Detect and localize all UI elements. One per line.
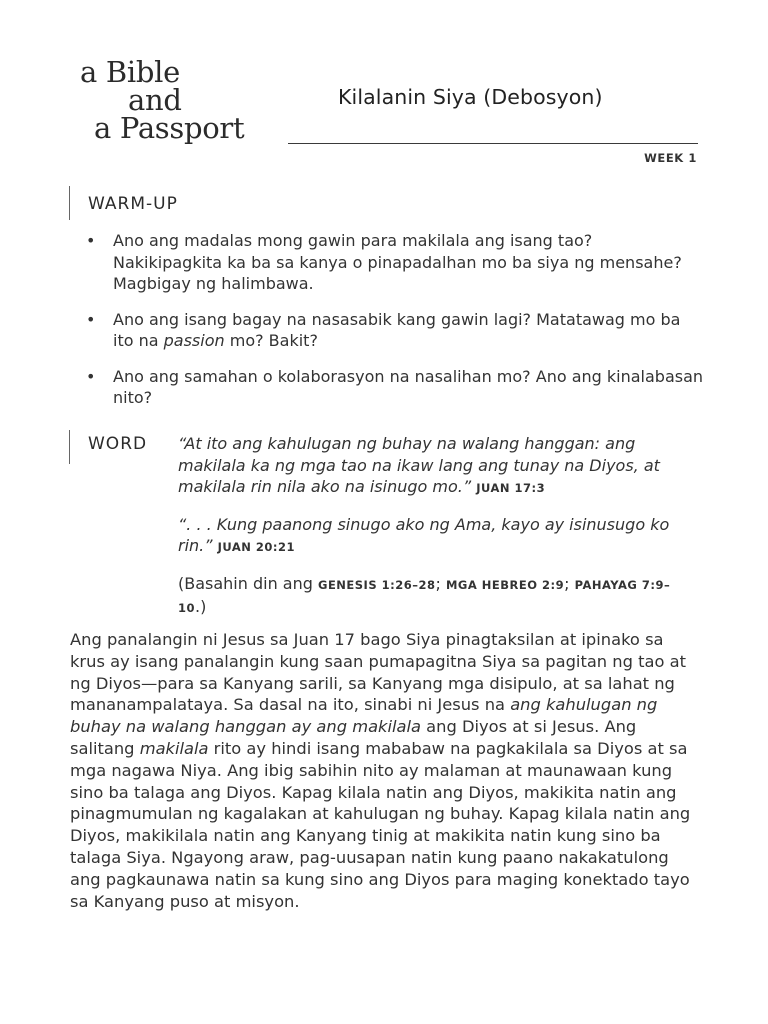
warmup-question xyxy=(84,230,704,295)
scripture-verse xyxy=(178,433,698,500)
bullet-icon: • xyxy=(86,309,96,329)
reading-reference: PAHAYAG 7:9–10 xyxy=(178,577,671,615)
verse-reference: JUAN 20:21 xyxy=(217,540,296,554)
warmup-heading: WARM-UP xyxy=(88,194,178,214)
scripture-block xyxy=(178,433,698,620)
page-title: Kilalanin Siya (Debosyon) xyxy=(338,85,603,109)
paragraph-text: Ang panalangin ni Jesus sa Juan 17 bago Siya pinagtaksilan at ipinako sa krus ay isang panalangin kung saan pumapagitna Siya sa pagitan ng tao at ng Diyos—para sa Kanyang sarili, sa Kanyang mga disipulo, at sa lahat ng mananampalataya. Sa dasal na ito, sinabi ni Jesus na xyxy=(70,630,686,715)
logo-line-3: a Passport xyxy=(94,111,245,145)
logo-line-2: and xyxy=(128,83,182,117)
paragraph-emphasis: ang kahulugan ng buhay na walang hanggan ay ang makilala xyxy=(70,695,658,737)
reading-reference: MGA HEBREO 2:9 xyxy=(445,577,565,592)
reading-suffix: .) xyxy=(195,597,207,616)
title-underline xyxy=(288,143,698,144)
verse-text: “. . . Kung paanong sinugo ako ng Ama, kayo ay isinusugo ko rin.” xyxy=(178,514,670,555)
warmup-question-list xyxy=(84,230,704,423)
week-label: WEEK 1 xyxy=(644,151,697,165)
brand-logo xyxy=(80,55,290,145)
bullet-icon: • xyxy=(86,366,96,386)
warmup-question-text: Ano ang madalas mong gawin para makilala ang isang tao? Nakikipagkita ka ba sa kanya o pinapadalhan mo ba siya ng mensahe? Magbigay ng halimbawa. xyxy=(113,231,682,293)
word-section-bar xyxy=(69,430,70,464)
warmup-question-text-end: mo? Bakit? xyxy=(224,331,318,350)
paragraph-text: ang Diyos at si Jesus. Ang salitang xyxy=(70,717,637,758)
warmup-question xyxy=(84,366,704,409)
reading-reference: GENESIS 1:26–28 xyxy=(318,577,436,592)
reading-separator: ; xyxy=(564,573,575,593)
paragraph-text: rito ay hindi isang mababaw na pagkakilala sa Diyos at sa mga nagawa Niya. Ang ibig sabihin nito ay malaman at maunawaan kung sino ba talaga ang Diyos. Kapag kilala natin ang Diyos, makikita natin ang pinagmumulan ng kagalakan at kahulugan ng buhay. Kapag kilala natin ang Diyos, makikilala natin ang Kanyang tinig at makikita natin kung sino ba talaga Siya. Ngayong araw, pag-uusapan natin kung paano nakakatulong ang pagkaunawa natin sa kung sino ang Diyos para maging konektado tayo sa Kanyang puso at misyon. xyxy=(70,738,691,911)
devotional-paragraph xyxy=(70,629,698,912)
additional-reading xyxy=(178,573,698,620)
bullet-icon: • xyxy=(86,231,96,250)
verse-text: “At ito ang kahulugan ng buhay na walang hanggan: ang makilala ka ng mga tao na ikaw lang ang tunay na Diyos, at makilala rin nila ako na isinugo mo.” xyxy=(178,434,660,496)
paragraph-emphasis: makilala xyxy=(139,738,209,758)
word-heading: WORD xyxy=(88,434,148,454)
logo-line-1: a Bible xyxy=(80,55,180,89)
verse-reference: JUAN 17:3 xyxy=(476,481,546,495)
additional-reading-prefix: (Basahin din ang xyxy=(178,573,318,593)
scripture-verse xyxy=(178,514,698,559)
warmup-question-text: Ano ang isang bagay na nasasabik kang gawin lagi? Matatawag mo ba ito na xyxy=(113,309,681,350)
warmup-question xyxy=(84,309,704,352)
reading-separator: ; xyxy=(435,573,446,593)
warmup-section-bar xyxy=(69,186,70,220)
warmup-question-italic: passion xyxy=(163,331,225,350)
warmup-question-text: Ano ang samahan o kolaborasyon na nasalihan mo? Ano ang kinalabasan nito? xyxy=(113,366,704,407)
